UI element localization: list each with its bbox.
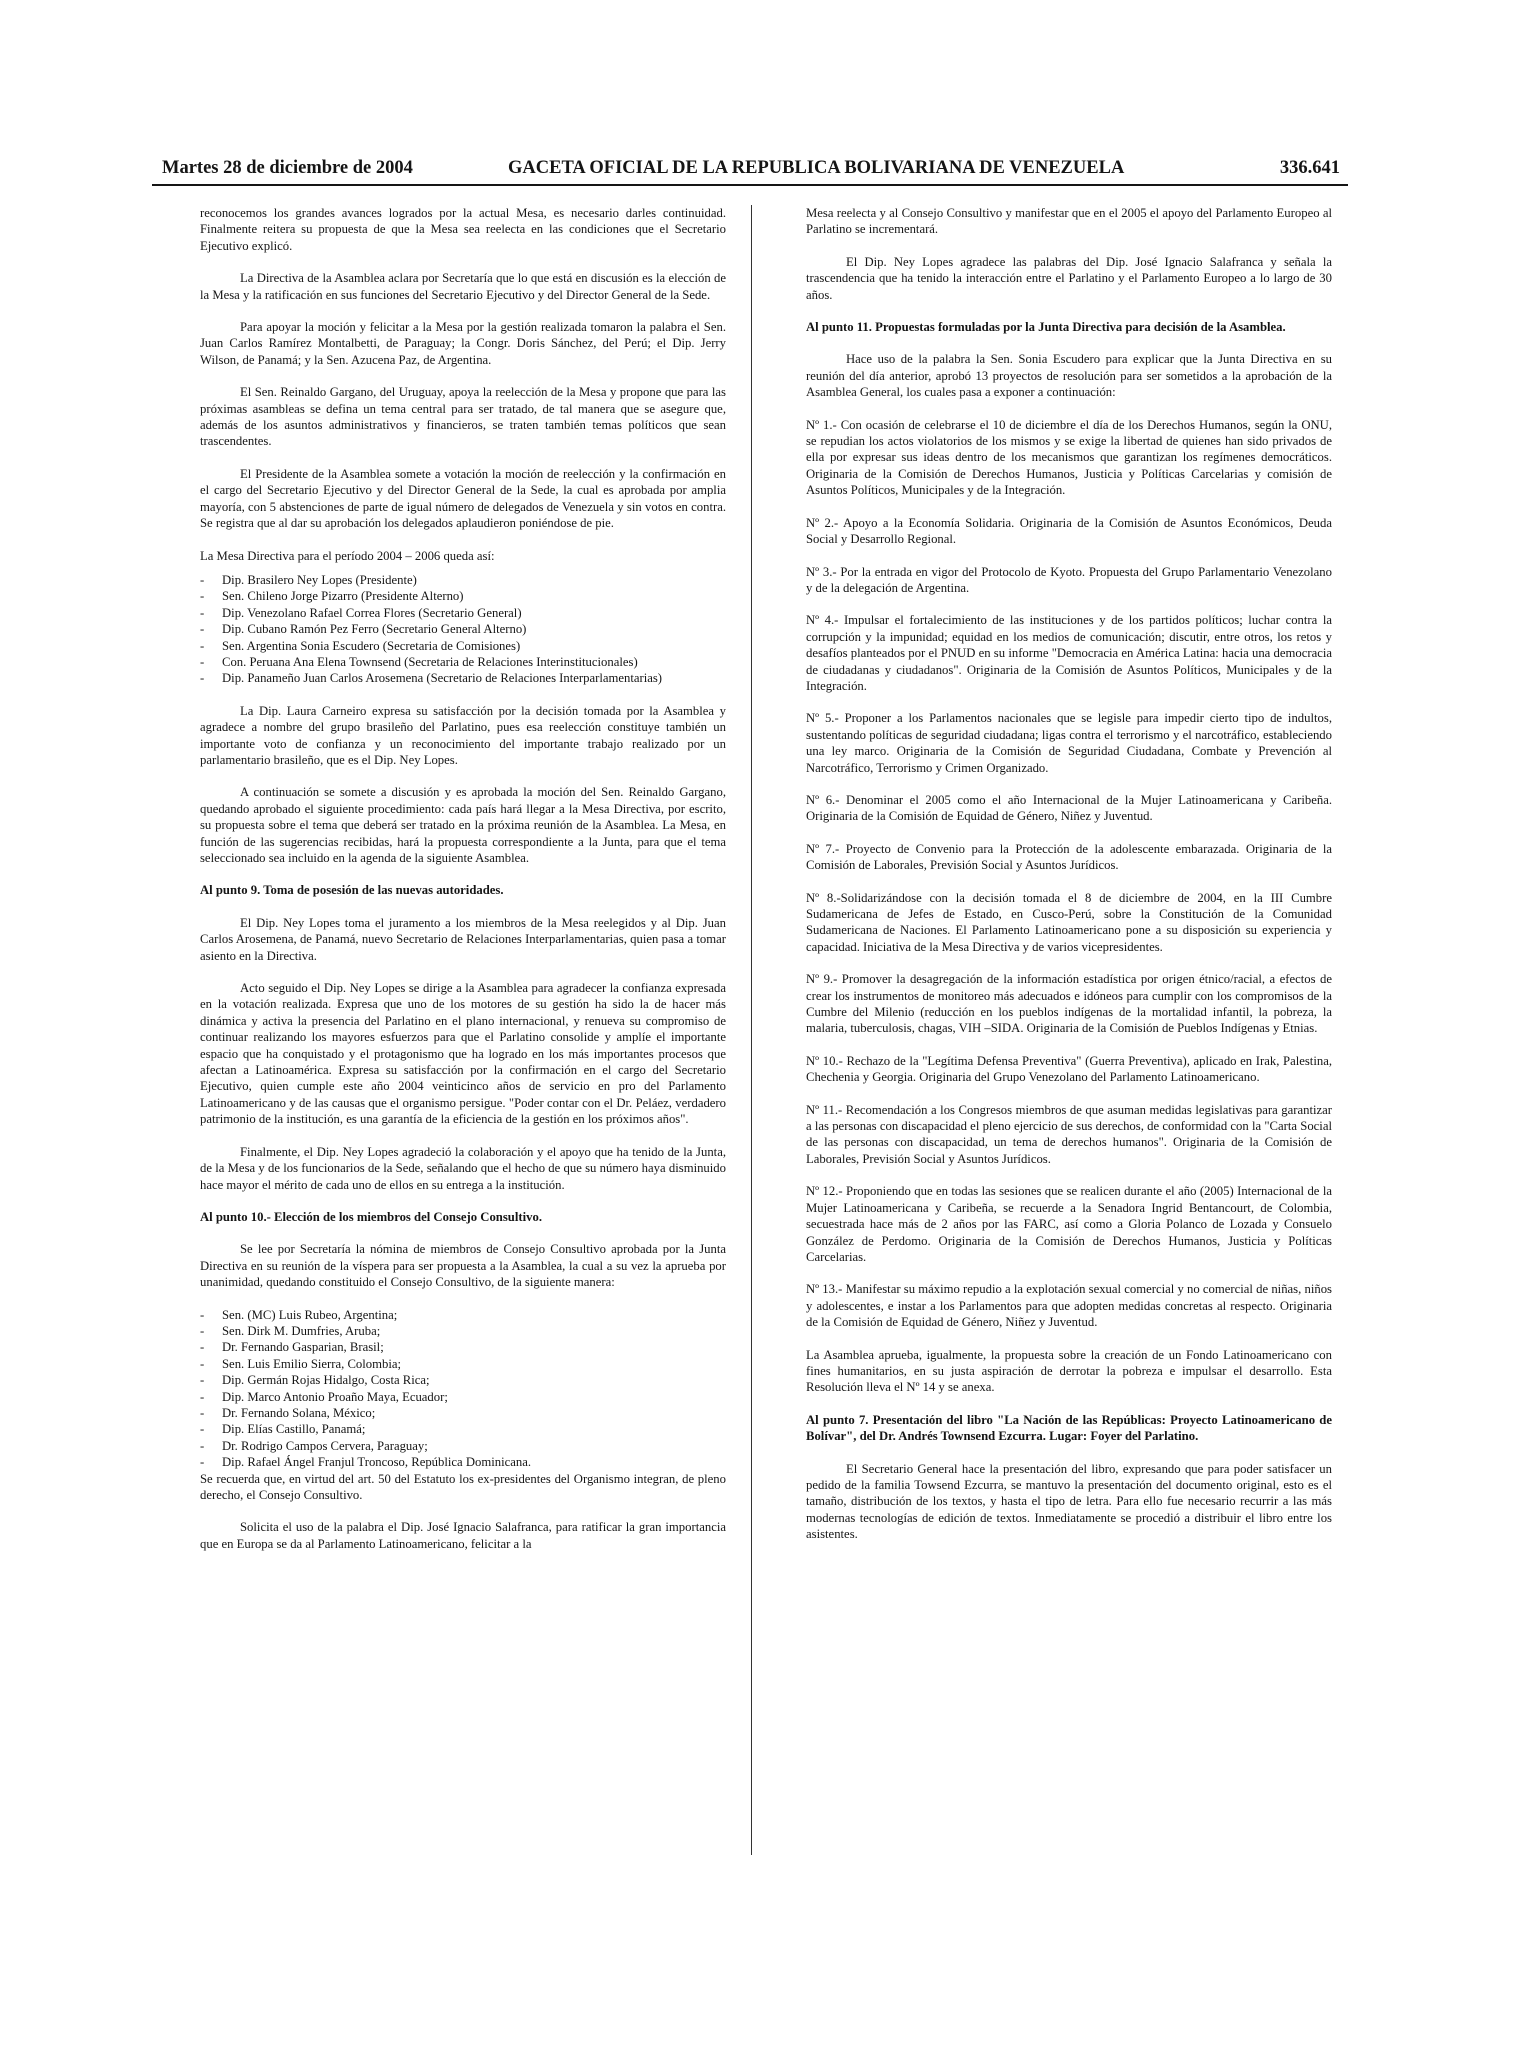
resolution-item: Nº 7.- Proyecto de Convenio para la Protección de la adolescente embarazada. Originaria de la Comisión de Laborales, Previsión Social y Asuntos Jurídicos. bbox=[806, 841, 1332, 873]
section-heading: Al punto 11. Propuestas formuladas por la Junta Directiva para decisión de la Asamblea. bbox=[806, 320, 1286, 335]
list-item: - Sen. (MC) Luis Rubeo, Argentina; bbox=[200, 1307, 726, 1323]
left-column bbox=[200, 205, 726, 1568]
header-page-number: 336.641 bbox=[1279, 158, 1340, 178]
consejo-consultivo-list bbox=[200, 1307, 726, 1471]
paragraph: El Presidente de la Asamblea somete a votación la moción de reelección y la confirmación en el cargo del Secretario Ejecutivo y del Director General de la Sede, la cual es aprobada por amplia mayoría, con 5 abstenciones de parte de igual número de delegados de Venezuela y sin votos en contra. Se registra que al dar su aprobación los delegados aplaudieron poniéndose de pie. bbox=[200, 466, 726, 531]
column-divider bbox=[751, 205, 752, 1855]
resolution-item: Nº 11.- Recomendación a los Congresos miembros de que asuman medidas legislativas para garantizar a las personas con discapacidad el pleno ejercicio de sus derechos, de conformidad con la "Carta Social de las personas con discapacidad, un tema de derechos humanos". Originaria de la Comisión de Laborales, Previsión Social y Asuntos Jurídicos. bbox=[806, 1102, 1332, 1166]
resolution-item: Nº 5.- Proponer a los Parlamentos nacionales que se legisle para impedir cierto tipo de indultos, sustentando políticas de seguridad ciudadana; ligas contra el terrorismo y el narcotráfico, estableciendo una ley marco. Originaria de la Comisión de Seguridad Ciudadana, Combate y Prevención al Narcotráfico, Terrorismo y Crimen Organizado. bbox=[806, 711, 1332, 775]
resolution-item: Nº 1.- Con ocasión de celebrarse el 10 de diciembre el día de los Derechos Humanos, según la ONU, se repudian los actos violatorios de los mismos y se exige la libertad de quienes han sido privados de ella por expresar sus ideas dentro de los mecanismos que garantizan los regímenes democráticos. Originaria de la Comisión de Derechos Humanos, Justicia y Políticas Carcelarias y comisión de Asuntos Políticos, Municipales y de la Integración. bbox=[806, 417, 1332, 498]
list-item: - Sen. Dirk M. Dumfries, Aruba; bbox=[200, 1323, 726, 1339]
list-item: - Dip. Panameño Juan Carlos Arosemena (Secretario de Relaciones Interparlamentarias) bbox=[200, 670, 726, 686]
list-item: - Dr. Fernando Gasparian, Brasil; bbox=[200, 1339, 726, 1355]
paragraph: El Sen. Reinaldo Gargano, del Uruguay, apoya la reelección de la Mesa y propone que para las próximas asambleas se defina un tema central para ser tratado, de tal manera que se asegure que, además de los asuntos administrativos y financieros, se traten también temas políticos que sean trascendentes. bbox=[200, 385, 726, 449]
right-column bbox=[806, 205, 1332, 1559]
list-item: - Dip. Venezolano Rafael Correa Flores (Secretario General) bbox=[200, 605, 726, 621]
paragraph: La Directiva de la Asamblea aclara por Secretaría que lo que está en discusión es la elección de la Mesa y la ratificación en sus funciones del Secretario Ejecutivo y del Director General de la Sede. bbox=[200, 271, 726, 302]
paragraph: La Asamblea aprueba, igualmente, la propuesta sobre la creación de un Fondo Latinoamericano con fines humanitarios, en su justa aspiración de derrotar la pobreza e impulsar el desarrollo. Esta Resolución lleva el Nº 14 y se anexa. bbox=[806, 1347, 1332, 1395]
list-item: - Dip. Rafael Ángel Franjul Troncoso, República Dominicana. bbox=[200, 1454, 726, 1470]
resolution-item: Nº 9.- Promover la desagregación de la información estadística por origen étnico/racial, a efectos de crear los instrumentos de monitoreo más adecuados e idóneos para cumplir con los compromisos de la Cumbre del Milenio (reducción en los pueblos indígenas de la mortalidad infantil, la pobreza, la malaria, tuberculosis, chagas, VIH –SIDA. Originaria de la Comisión de Pueblos Indígenas y Etnias. bbox=[806, 972, 1332, 1036]
paragraph: La Mesa Directiva para el período 2004 – 2006 queda así: bbox=[200, 548, 495, 563]
resolution-item: Nº 13.- Manifestar su máximo repudio a la explotación sexual comercial y no comercial de niñas, niños y adolescentes, e instar a los Parlamentos para que adopten medidas concretas al respecto. Originaria de la Comisión de Equidad de Género, Niñez y Juventud. bbox=[806, 1282, 1332, 1330]
paragraph: Acto seguido el Dip. Ney Lopes se dirige a la Asamblea para agradecer la confianza expresada en la votación realizada. Expresa que uno de los motores de su gestión ha sido la de hacer más dinámica y activa la presencia del Parlatino en el plano internacional, y renueva su compromiso de continuar realizando los mayores esfuerzos para que el Parlatino consolide y amplíe el importante espacio que ha conquistado y el protagonismo que ha logrado en los más importantes procesos que afectan a Latinoamérica. Expresa su satisfacción por la confirmación en el cargo del Secretario Ejecutivo, quien cumple este año 2004 veinticinco años de servicio en pro del Parlamento Latinoamericano y de las causas que el organismo persigue. "Poder contar con el Dr. Peláez, verdadero patrimonio de la institución, es una garantía de la eficiencia de la gestión en los próximos años". bbox=[200, 981, 726, 1127]
list-item: - Sen. Luis Emilio Sierra, Colombia; bbox=[200, 1356, 726, 1372]
header-date: Martes 28 de diciembre de 2004 bbox=[162, 158, 413, 178]
list-item: - Sen. Argentina Sonia Escudero (Secretaria de Comisiones) bbox=[200, 638, 726, 654]
section-heading: Al punto 9. Toma de posesión de las nuevas autoridades. bbox=[200, 883, 504, 898]
section-heading: Al punto 10.- Elección de los miembros del Consejo Consultivo. bbox=[200, 1209, 542, 1224]
resolution-item: Nº 2.- Apoyo a la Economía Solidaria. Originaria de la Comisión de Asuntos Económicos, Deuda Social y Desarrollo Regional. bbox=[806, 515, 1332, 547]
mesa-directiva-list bbox=[200, 572, 726, 687]
resolution-item: Nº 3.- Por la entrada en vigor del Protocolo de Kyoto. Propuesta del Grupo Parlamentario Venezolano y de la delegación de Argentina. bbox=[806, 564, 1332, 595]
list-item: - Con. Peruana Ana Elena Townsend (Secretaria de Relaciones Interinstitucionales) bbox=[200, 654, 726, 670]
list-item: - Dip. Brasilero Ney Lopes (Presidente) bbox=[200, 572, 726, 588]
paragraph: El Secretario General hace la presentación del libro, expresando que para poder satisfacer un pedido de la familia Towsend Ezcurra, se mantuvo la presentación del documento original, esto es el tamaño, distribución de los textos, y hasta el tipo de letra. Para ello fue necesario recurrir a las más modernas tecnologías de edición de textos. Inmediatamente se procedió a distribuir el libro entre los asistentes. bbox=[806, 1461, 1332, 1542]
resolution-item: Nº 12.- Proponiendo que en todas las sesiones que se realicen durante el año (2005) Internacional de la Mujer Latinoamericana y Caribeña, se recuerde a la Senadora Ingrid Bentancourt, de Colombia, secuestrada hace más de 2 años por las FARC, así como a Gloria Polanco de Lozada y Consuelo González de Perdomo. Originaria de la Comisión de Derechos Humanos, Justicia y Políticas Carcelarias. bbox=[806, 1184, 1332, 1264]
list-item: - Dip. Germán Rojas Hidalgo, Costa Rica; bbox=[200, 1372, 726, 1388]
resolution-item: Nº 8.-Solidarizándose con la decisión tomada el 8 de diciembre de 2004, en la III Cumbre Sudamericana de Jefes de Estado, en Cusco-Perú, sobre la Constitución de la Comunidad Sudamericana de Naciones. El Parlamento Latinoamericano pone a su disposición su experiencia y capacidad. Iniciativa de la Mesa Directiva y de varios vicepresidentes. bbox=[806, 890, 1332, 954]
paragraph: La Dip. Laura Carneiro expresa su satisfacción por la decisión tomada por la Asamblea y agradece a nombre del grupo brasileño del Parlatino, pues esa reelección constituye también un importante voto de confianza y un reconocimiento del importante trabajo realizado por un parlamentario brasileño, que es el Dip. Ney Lopes. bbox=[200, 703, 726, 767]
resolution-item: Nº 6.- Denominar el 2005 como el año Internacional de la Mujer Latinoamericana y Caribeña. Originaria de la Comisión de Equidad de Género, Niñez y Juventud. bbox=[806, 792, 1332, 824]
list-item: - Dip. Cubano Ramón Pez Ferro (Secretario General Alterno) bbox=[200, 621, 726, 637]
header-title: GACETA OFICIAL DE LA REPUBLICA BOLIVARIANA DE VENEZUELA bbox=[508, 158, 1125, 178]
list-item: - Dr. Fernando Solana, México; bbox=[200, 1405, 726, 1421]
page-header bbox=[152, 158, 1348, 186]
list-item: - Sen. Chileno Jorge Pizarro (Presidente Alterno) bbox=[200, 588, 726, 604]
paragraph: reconocemos los grandes avances logrados por la actual Mesa, es necesario darles continuidad. Finalmente reitera su propuesta de que la Mesa sea reelecta en las condiciones que el Secretario Ejecutivo explicó. bbox=[200, 206, 726, 253]
paragraph: Hace uso de la palabra la Sen. Sonia Escudero para explicar que la Junta Directiva en su reunión del día anterior, aprobó 13 proyectos de resolución para ser sometidos a la aprobación de la Asamblea General, los cuales pasa a exponer a continuación: bbox=[806, 352, 1332, 400]
paragraph: El Dip. Ney Lopes toma el juramento a los miembros de la Mesa reelegidos y al Dip. Juan Carlos Arosemena, de Panamá, nuevo Secretario de Relaciones Interparlamentarias, quien pasa a tomar asiento en la Directiva. bbox=[200, 915, 726, 963]
resolution-item: Nº 10.- Rechazo de la "Legítima Defensa Preventiva" (Guerra Preventiva), aplicado en Irak, Palestina, Chechenia y Georgia. Originaria del Grupo Venezolano del Parlamento Latinoamericano. bbox=[806, 1053, 1332, 1085]
list-item: - Dr. Rodrigo Campos Cervera, Paraguay; bbox=[200, 1438, 726, 1454]
paragraph: A continuación se somete a discusión y es aprobada la moción del Sen. Reinaldo Gargano, quedando aprobado el siguiente procedimiento: cada país hará llegar a la Mesa Directiva, por escrito, su propuesta sobre el tema que deberá ser tratado en la próxima reunión de la Asamblea. La Mesa, en función de las sugerencias recibidas, hará la propuesta correspondiente a la Junta, para que el tema seleccionado sea incluido en la agenda de la siguiente Asamblea. bbox=[200, 785, 726, 865]
list-item: - Dip. Marco Antonio Proaño Maya, Ecuador; bbox=[200, 1389, 726, 1405]
paragraph: Se lee por Secretaría la nómina de miembros de Consejo Consultivo aprobada por la Junta Directiva en su reunión de la víspera para ser propuesta a la Asamblea, la cual a su vez la aprueba por unanimidad, quedando constituido el Consejo Consultivo, de la siguiente manera: bbox=[200, 1242, 726, 1290]
paragraph: Finalmente, el Dip. Ney Lopes agradeció la colaboración y el apoyo que ha tenido de la Junta, de la Mesa y de los funcionarios de la Sede, señalando que el hecho de que su número haya disminuido hace mayor el mérito de cada uno de ellos en su entrega a la institución. bbox=[200, 1144, 726, 1192]
paragraph: El Dip. Ney Lopes agradece las palabras del Dip. José Ignacio Salafranca y señala la trascendencia que ha tenido la interacción entre el Parlatino y el Parlamento Europeo a lo largo de 30 años. bbox=[806, 254, 1332, 302]
section-heading: Al punto 7. Presentación del libro "La Nación de las Repúblicas: Proyecto Latinoamericano de Bolívar", del Dr. Andrés Townsend Ezcurra. Lugar: Foyer del Parlatino. bbox=[806, 1412, 1332, 1444]
resolution-item: Nº 4.- Impulsar el fortalecimiento de las instituciones y de los partidos políticos; luchar contra la corrupción y la impunidad; equidad en los medios de comunicación; discutir, entre otros, los retos y desafíos planteados por el PNUD en su informe "Democracia en América Latina: hacia una democracia de ciudadanas y ciudadanos". Originaria de la Comisión de Asuntos Políticos, Municipales y de la Integración. bbox=[806, 613, 1332, 693]
paragraph: Mesa reelecta y al Consejo Consultivo y manifestar que en el 2005 el apoyo del Parlamento Europeo al Parlatino se incrementará. bbox=[806, 206, 1332, 237]
paragraph: Solicita el uso de la palabra el Dip. José Ignacio Salafranca, para ratificar la gran importancia que en Europa se da al Parlamento Latinoamericano, felicitar a la bbox=[200, 1520, 726, 1551]
list-item: - Dip. Elías Castillo, Panamá; bbox=[200, 1421, 726, 1437]
paragraph: Para apoyar la moción y felicitar a la Mesa por la gestión realizada tomaron la palabra el Sen. Juan Carlos Ramírez Montalbetti, de Paraguay; la Congr. Doris Sánchez, del Perú; el Dip. Jerry Wilson, de Panamá; y la Sen. Azucena Paz, de Argentina. bbox=[200, 320, 726, 367]
paragraph: Se recuerda que, en virtud del art. 50 del Estatuto los ex-presidentes del Organismo integran, de pleno derecho, el Consejo Consultivo. bbox=[200, 1471, 726, 1502]
